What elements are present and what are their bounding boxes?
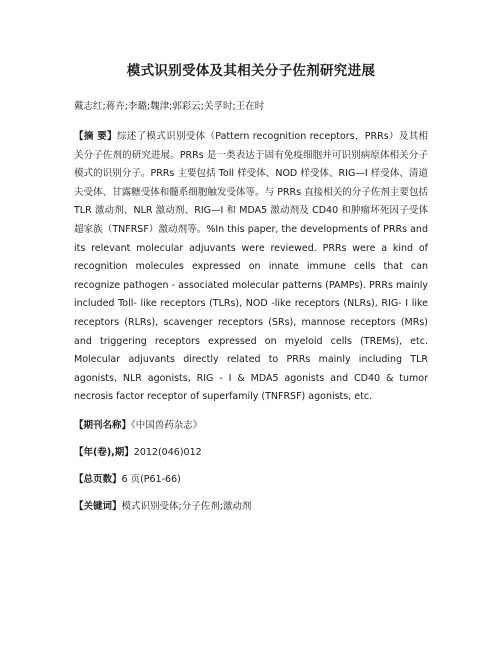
year-issue-row (74, 446, 428, 460)
abstract-paragraph (74, 128, 428, 407)
author-list: 戴志红;蒋卉;李璐;魏津;郭彩云;关孚时;王在时 (74, 101, 265, 112)
journal-value: 《中国兽药杂志》 (131, 419, 203, 431)
keywords-label: 【关键词】 (74, 500, 122, 512)
pages-value: 6 页(P61-66) (121, 473, 181, 485)
year-issue-label: 【年(卷),期】 (74, 446, 134, 458)
year-issue-value: 2012(046)012 (133, 446, 202, 458)
keywords-value: 模式识别受体;分子佐剂;激动剂 (121, 500, 252, 512)
abstract-label: 【摘 要】 (74, 131, 117, 142)
pages-row (74, 473, 428, 487)
keywords-row (74, 500, 428, 514)
journal-row (74, 419, 428, 433)
pages-label: 【总页数】 (74, 473, 122, 485)
article-title: 模式识别受体及其相关分子佐剂研究进展 (126, 63, 376, 79)
abstract-text: 综述了模式识别受体（Pattern recognition receptors，PRRs）及其相关分子佐剂的研究进展。PRRs 是一类表达于固有免疫细胞并可识别病原体相关分子模式的识别分子。PRRs 主要包括 Toll 样受体、NOD 样受体、RIG—I 样受体、清道夫受体、甘露糖受体和髓系细胞触发受体等。与 PRRs 直接相关的分子佐剂主要包括 TLR 激动剂、NLR 激动剂、RIG—I 和 MDA5 激动剂及 CD40 和肿瘤坏死因子受体超家族（TNFRSF）激动剂等。%In this paper, the developments of PRRs and its relevant molecular adjuvants were reviewed. PRRs were a kind of recognition molecules expressed on innate immune cells that can recognize pathogen - associated molecular patterns (PAMPs). PRRs mainly included Toll- like receptors (TLRs), NOD -like receptors (NLRs), RIG- I like receptors (RLRs), scavenger receptors (SRs), mannose receptors (MRs) and triggering receptors expressed on myeloid cells (TREMs), etc. Molecular adjuvants directly related to PRRs mainly including TLR agonists, NLR agonists, RIG - I & MDA5 agonists and CD40 & tumor necrosis factor receptor of superfamily (TNFRSF) agonists, etc. (74, 131, 428, 403)
journal-label: 【期刊名称】 (74, 419, 132, 431)
